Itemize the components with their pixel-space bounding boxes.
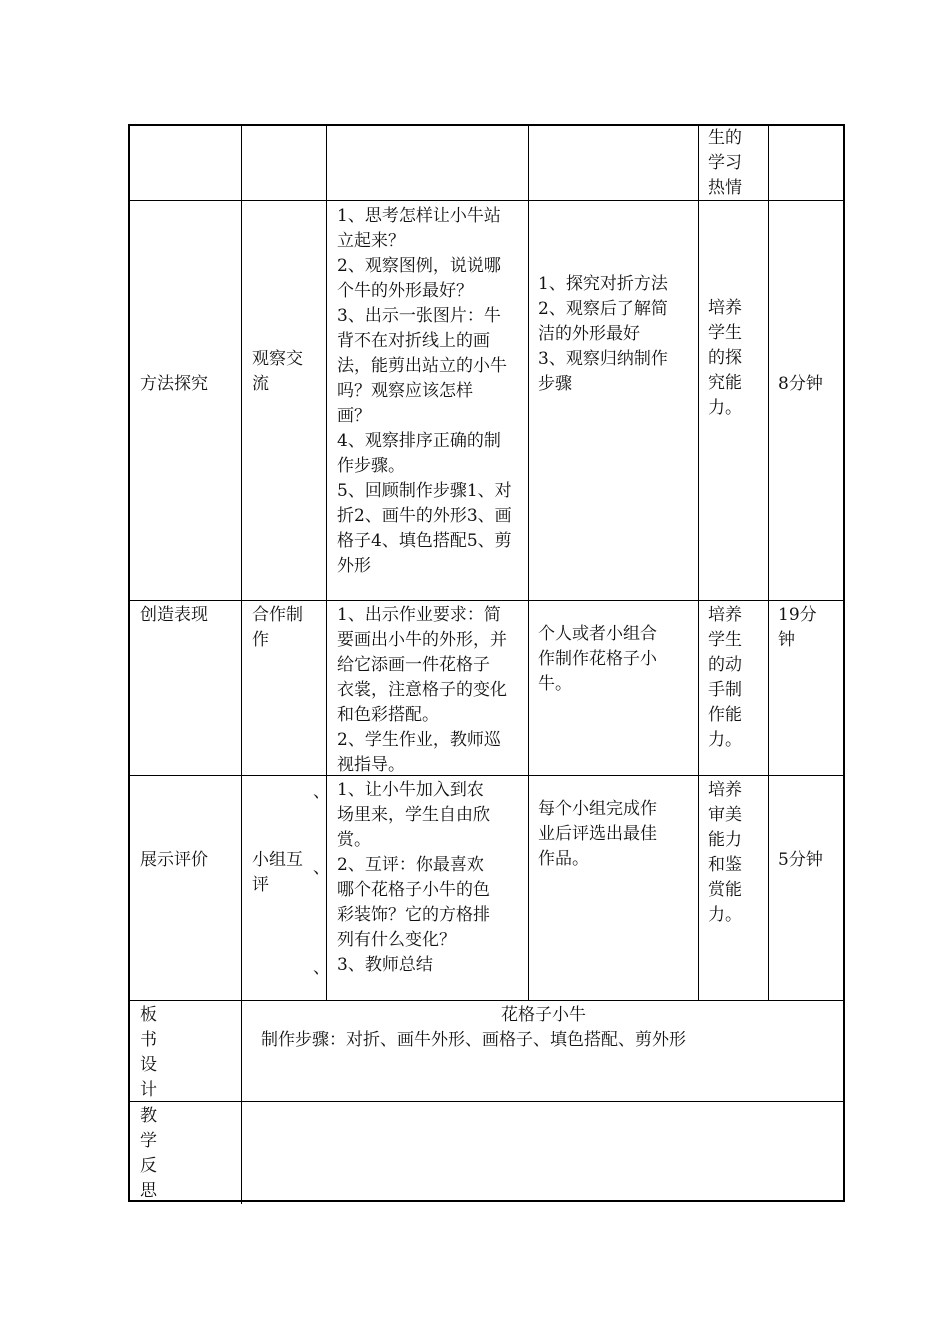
method-cell: 观察交 流 [252, 349, 303, 394]
row-divider [130, 1000, 843, 1001]
goal-cell: 培养 审美 能力 和鉴 赏能 力。 [708, 780, 742, 925]
lesson-plan-table [128, 124, 845, 1202]
method-cell: 小组互 评 [252, 850, 303, 895]
time-cell: 19分 钟 [778, 605, 817, 650]
board-title: 花格子小牛 [501, 1005, 586, 1025]
punctuation-mark: 、 [313, 782, 330, 802]
student-activity-cell: 每个小组完成作 业后评选出最佳 作品。 [538, 799, 657, 869]
punctuation-mark: 、 [313, 858, 330, 878]
student-activity-cell: 个人或者小组合 作制作花格子小 牛。 [538, 624, 657, 694]
column-divider [528, 126, 529, 1000]
board-steps: 制作步骤：对折、画牛外形、画格子、填色搭配、剪外形 [261, 1030, 686, 1050]
teacher-activity-cell: 1、出示作业要求：简 要画出小牛的外形，并 给它添画一件花格子 衣裳，注意格子的变化 和色彩搭配。 2、学生作业，教师巡 视指导。 [337, 605, 507, 775]
student-activity-cell: 1、探究对折方法 2、观察后了解简 洁的外形最好 3、观察归纳制作 步骤 [538, 274, 668, 394]
teacher-activity-cell: 1、思考怎样让小牛站 立起来？ 2、观察图例，说说哪 个牛的外形最好？ 3、出示一张图片：牛 背不在对折线上的画 法，能剪出站立的小牛 吗？观察应该怎样 画？ 4、观察排序正确的制 作步骤。 5、回顾制作步骤1、对 折2、画牛的外形3、画 格子4、填色搭配5、剪 外形 [337, 206, 512, 576]
row-divider [130, 600, 843, 601]
column-divider [768, 126, 769, 1000]
column-divider [241, 126, 242, 1204]
stage-cell: 方法探究 [140, 374, 208, 394]
punctuation-mark: 、 [313, 958, 330, 978]
row-divider [130, 1101, 843, 1102]
goal-cell: 培养 学生 的探 究能 力。 [708, 298, 742, 418]
teacher-activity-cell: 1、让小牛加入到农 场里来，学生自由欣 赏。 2、互评：你最喜欢 哪个花格子小牛的色 彩装饰？它的方格排 列有什么变化？ 3、教师总结 [337, 780, 490, 975]
time-cell: 8分钟 [778, 374, 823, 394]
goal-cell-top: 生的 学习 热情 [708, 128, 742, 198]
stage-cell: 创造表现 [140, 605, 208, 625]
stage-cell: 展示评价 [140, 850, 208, 870]
board-design-label: 板 书 设 计 [140, 1005, 157, 1100]
column-divider [698, 126, 699, 1000]
reflection-label: 教 学 反 思 [140, 1106, 157, 1201]
goal-cell: 培养 学生 的动 手制 作能 力。 [708, 605, 742, 750]
time-cell: 5分钟 [778, 850, 823, 870]
method-cell: 合作制 作 [252, 605, 303, 650]
